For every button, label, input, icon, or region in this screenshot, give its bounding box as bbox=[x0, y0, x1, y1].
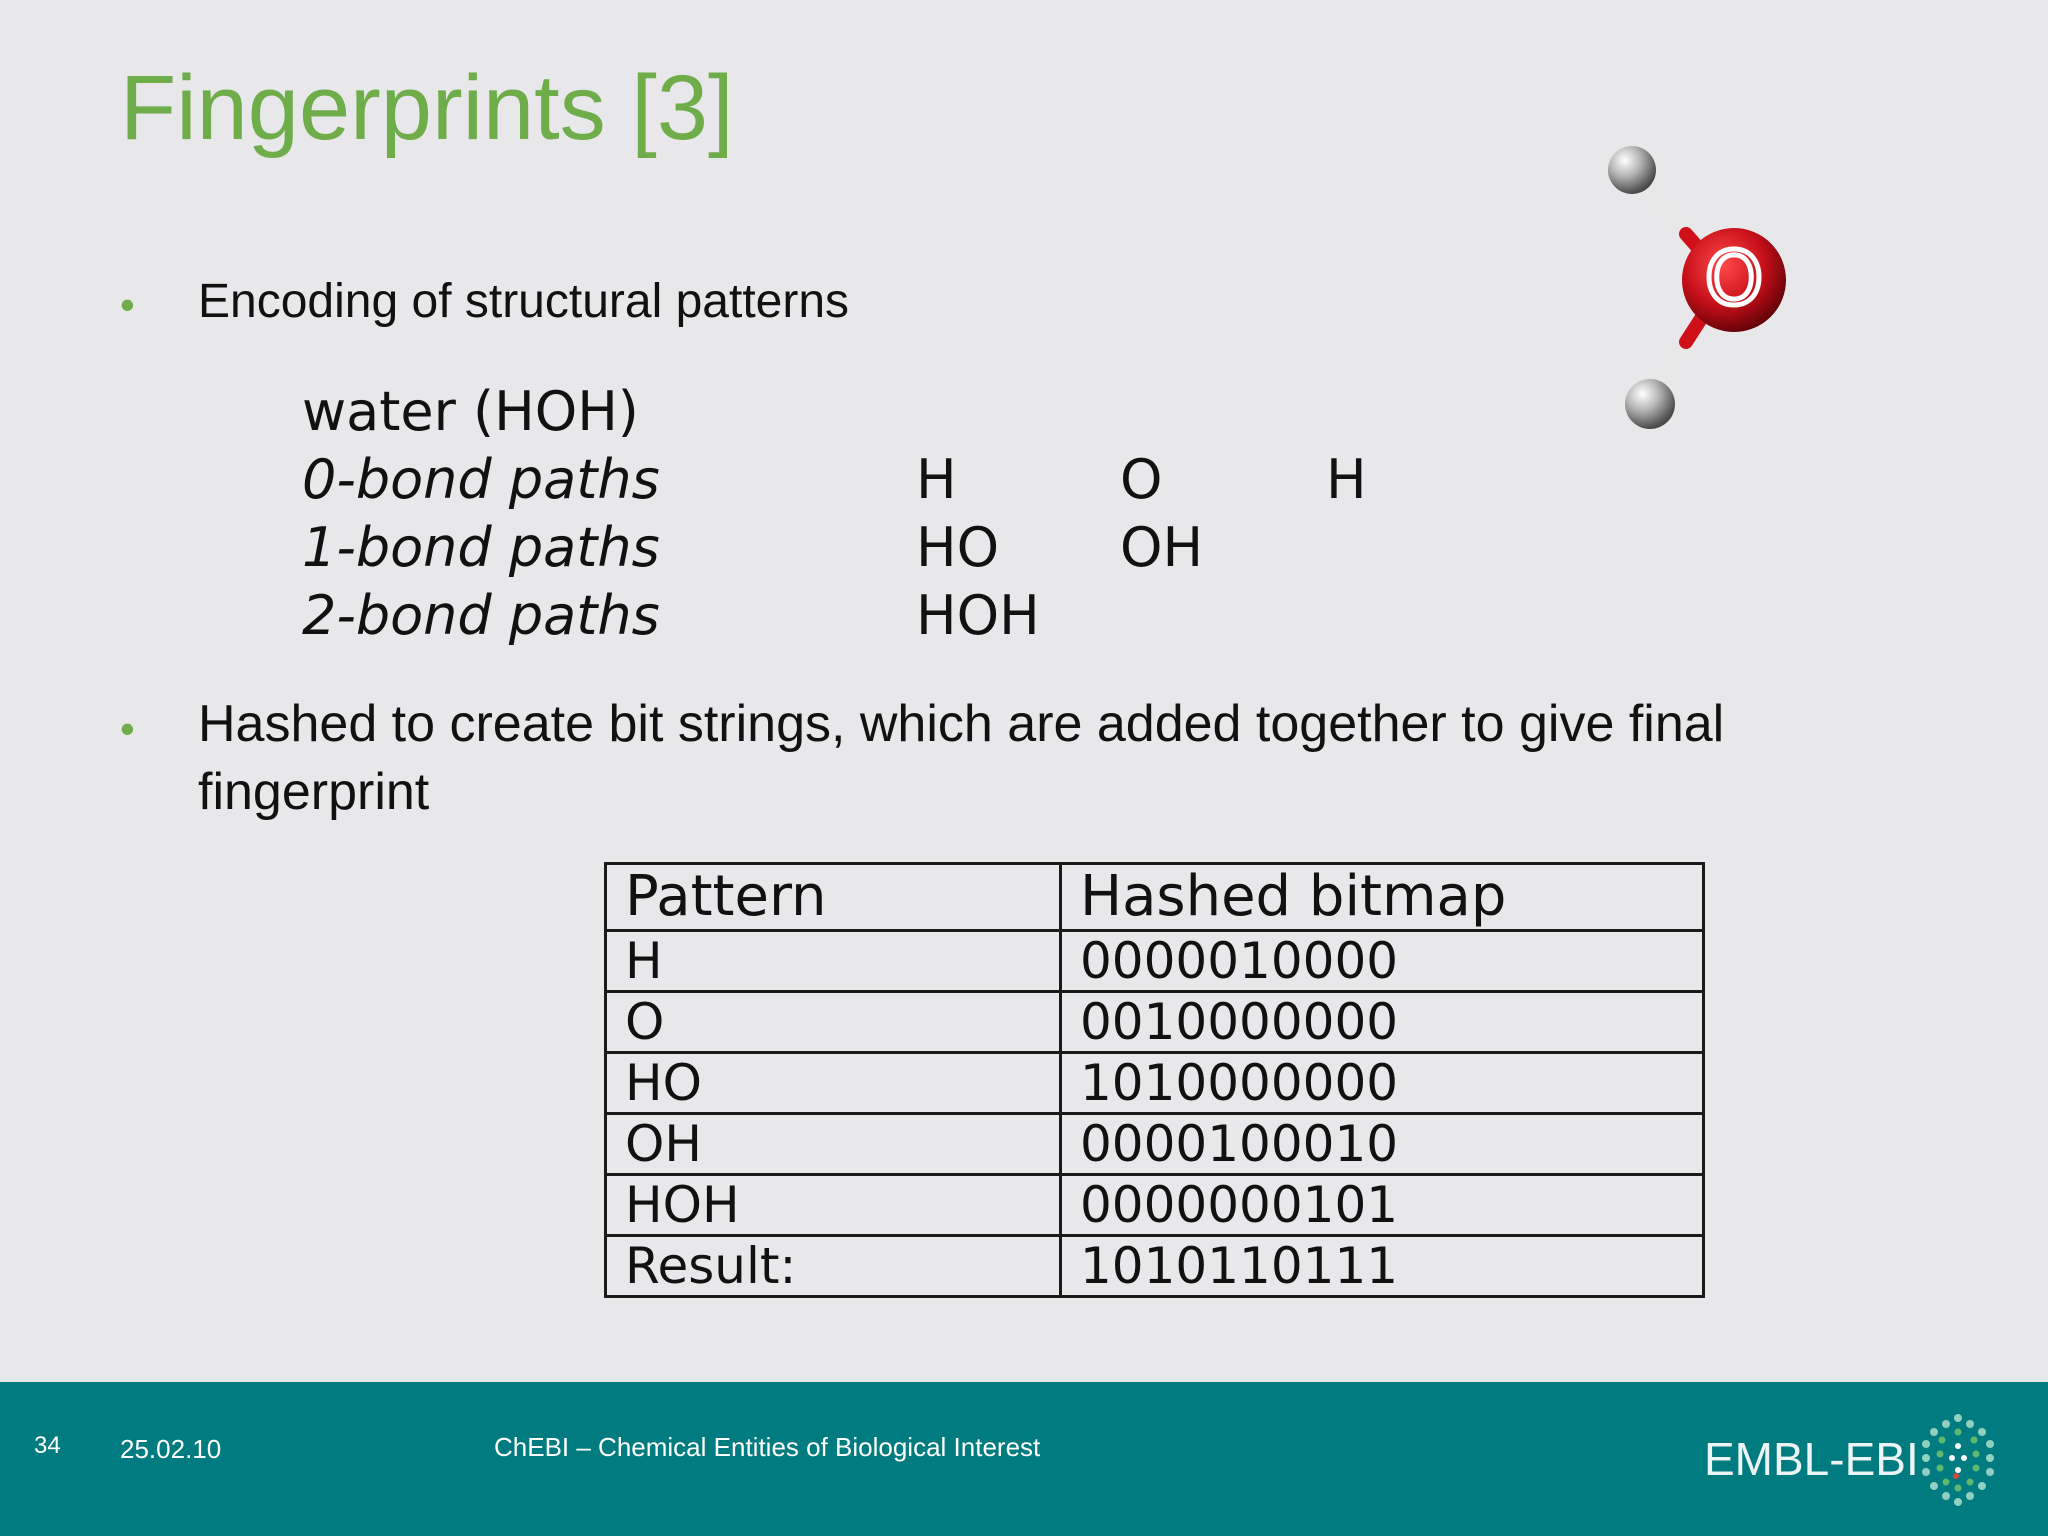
path-value: O bbox=[1120, 448, 1163, 511]
embl-ebi-logo-text: EMBL-EBI bbox=[1704, 1433, 1919, 1485]
table-row bbox=[606, 1175, 1704, 1236]
table-row bbox=[606, 931, 1704, 992]
slide-footer bbox=[0, 1382, 2048, 1536]
path-value: HO bbox=[916, 516, 1000, 579]
table-cell: Result: bbox=[606, 1236, 1061, 1297]
table-cell: 1010110111 bbox=[1061, 1236, 1704, 1297]
table-cell: OH bbox=[606, 1114, 1061, 1175]
bullet-text-1: Encoding of structural patterns bbox=[198, 275, 850, 328]
hashed-bitmap-table bbox=[604, 862, 1705, 1298]
path-value: HOH bbox=[916, 584, 1040, 647]
example-heading: water (HOH) bbox=[302, 380, 639, 443]
path-label: 2-bond paths bbox=[302, 584, 660, 647]
bullet-marker-1: • bbox=[120, 281, 135, 328]
water-molecule-image bbox=[1590, 136, 1810, 451]
table-cell: 0000000101 bbox=[1061, 1175, 1704, 1236]
table-row bbox=[606, 1114, 1704, 1175]
path-value: H bbox=[916, 448, 957, 511]
table-cell: 0010000000 bbox=[1061, 992, 1704, 1053]
slide-title: Fingerprints [3] bbox=[120, 57, 734, 159]
table-row-result bbox=[606, 1236, 1704, 1297]
footer-date: 25.02.10 bbox=[120, 1434, 222, 1464]
slide-number: 34 bbox=[34, 1432, 61, 1459]
table-cell: 0000010000 bbox=[1061, 931, 1704, 992]
water-molecule-icon bbox=[1590, 136, 1810, 446]
path-value: OH bbox=[1120, 516, 1204, 579]
path-label: 1-bond paths bbox=[302, 516, 660, 579]
embl-ebi-logo-icon bbox=[1912, 1410, 2004, 1508]
table-row bbox=[606, 1053, 1704, 1114]
table-header-row bbox=[606, 864, 1704, 931]
oxygen-atom-label: O bbox=[1704, 236, 1764, 322]
path-label: 0-bond paths bbox=[302, 448, 660, 511]
table-row bbox=[606, 992, 1704, 1053]
footer-organization: ChEBI – Chemical Entities of Biological Interest bbox=[494, 1432, 1041, 1462]
table-cell: H bbox=[606, 931, 1061, 992]
table-header-cell: Pattern bbox=[606, 864, 1061, 931]
path-value: H bbox=[1326, 448, 1367, 511]
table-cell: 1010000000 bbox=[1061, 1053, 1704, 1114]
bullet-text-2: Hashed to create bit strings, which are added together to give final fingerprint bbox=[198, 695, 1725, 821]
table-cell: HOH bbox=[606, 1175, 1061, 1236]
table-cell: O bbox=[606, 992, 1061, 1053]
table-header-cell: Hashed bitmap bbox=[1061, 864, 1704, 931]
table-cell: 0000100010 bbox=[1061, 1114, 1704, 1175]
table-cell: HO bbox=[606, 1053, 1061, 1114]
bullet-marker-2: • bbox=[120, 705, 135, 752]
